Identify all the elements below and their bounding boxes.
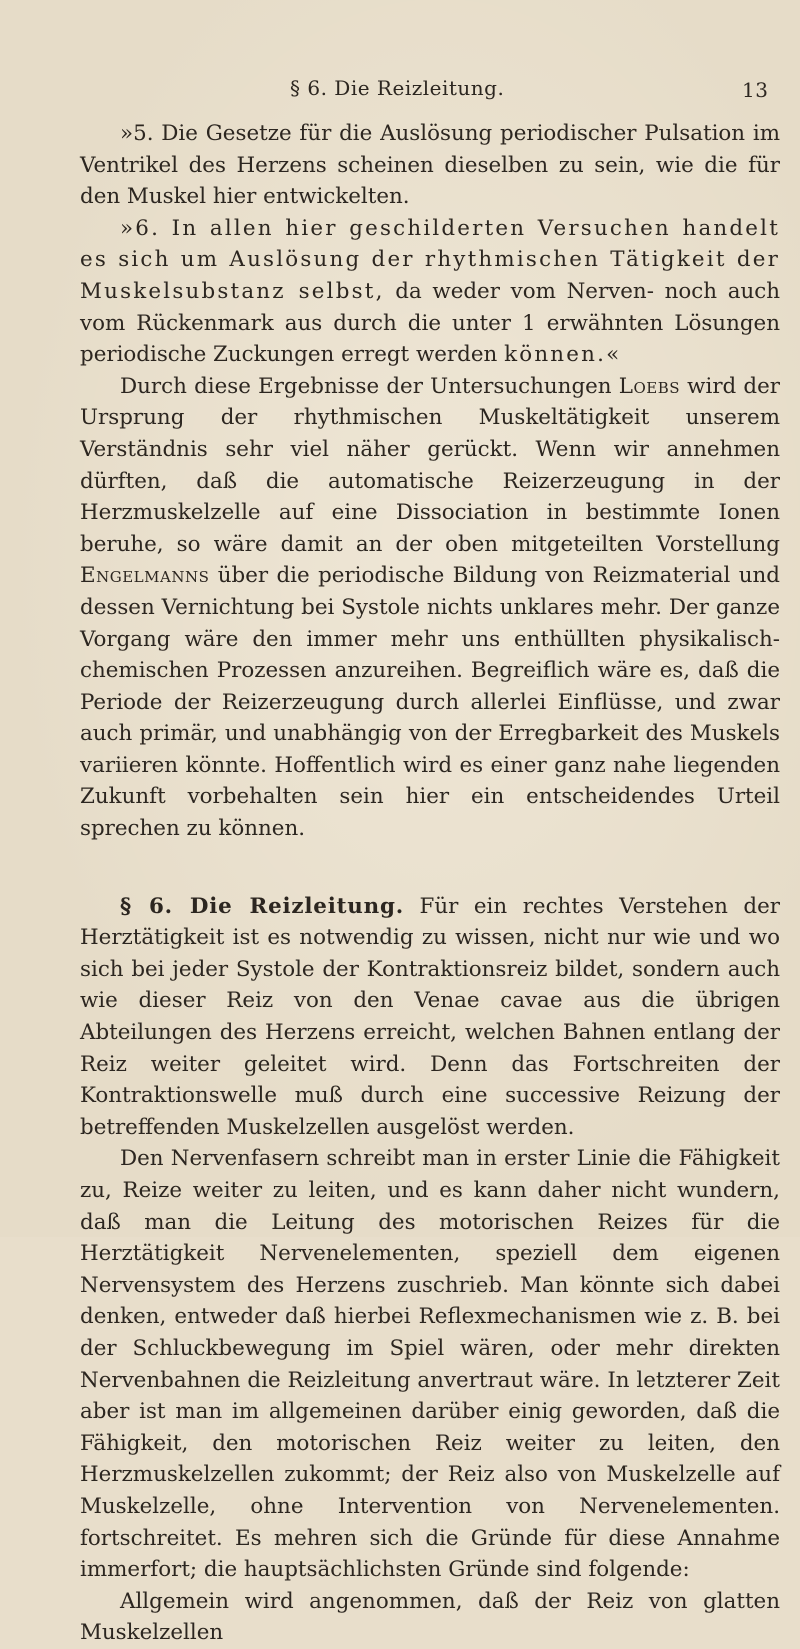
paragraph-allgemein: Allgemein wird angenommen, daß der Reiz von glatten Muskelzellen [80, 1588, 780, 1646]
paragraph-section-6 [80, 891, 780, 1144]
page-number: 13 [742, 78, 769, 102]
paragraph-text: Durch diese Ergebnisse der Untersuchungen [120, 373, 619, 399]
paragraph-text: da weder vom Nerven- noch auch vom Rückenmark aus durch die unter 1 erwähnten Lösungen periodische Zuckungen erregt werden [80, 278, 780, 368]
body-text [80, 118, 780, 1649]
author-name-engelmann: Engelmanns [80, 563, 210, 589]
paragraph-text: Für ein rechtes Verstehen der Herztätigkeit ist es notwendig zu wissen, nicht nur wie und wo sich bei jeder Systole der Kontraktionsreiz bildet, sondern auch wie dieser Reiz von den Venae cavae aus die übrigen Abteilungen des Herzens erreicht, welchen Bahnen entlang der Reiz weiter geleitet wird. Denn das Fortschreiten der Kontraktionswelle muß durch eine successive Reizung der betreffenden Muskelzellen ausgelöst werden. [80, 893, 780, 1140]
paragraph-quote-6 [80, 213, 780, 371]
paragraph-quote-5: »5. Die Gesetze für die Auslösung periodischer Pulsation im Ventrikel des Herzens scheinen dieselben zu sein, wie die für den Muskel hier entwickelten. [80, 121, 780, 210]
paragraph-text: wird der Ursprung der rhythmischen Muskeltätigkeit unserem Verständnis sehr viel näher gerückt. Wenn wir annehmen dürften, daß die automatische Reizerzeugung in der Herzmuskelzelle auf eine Dissociation in bestimmte Ionen beruhe, so wäre damit an der oben mitgeteilten Vorstellung [80, 373, 780, 557]
spaced-text-end: können.« [504, 342, 622, 368]
section-gap [80, 845, 780, 891]
running-head-title: § 6. Die Reizleitung. [290, 76, 505, 100]
spaced-text: »6. In allen hier geschilderten Versuchen handelt es sich um Auslösung der rhythmischen Tätigkeit der Muskelsubstanz selbst, [80, 215, 780, 304]
paragraph-text: über die periodische Bildung von Reizmaterial und dessen Vernichtung bei Systole nichts unklares mehr. Der ganze Vorgang wäre den immer mehr uns enthüllten physikalisch-chemischen Prozessen anzureihen. Begreiflich wäre es, daß die Periode der Reizerzeugung durch allerlei Einflüsse, und zwar auch primär, und unabhängig von der Erregbarkeit des Muskels variieren könnte. Hoffentlich wird es einer ganz nahe liegenden Zukunft vorbehalten sein hier ein entscheidendes Urteil sprechen zu können. [80, 563, 780, 842]
paragraph-nervenfasern: Den Nervenfasern schreibt man in erster Linie die Fähigkeit zu, Reize weiter zu leiten, und es kann daher nicht wundern, daß man die Leitung des motorischen Reizes für die Herztätigkeit Nervenelementen, speziell dem eigenen Nervensystem des Herzens zuschrieb. Man könnte sich dabei denken, entweder daß hierbei Reflexmechanismen wie z. B. bei der Schluckbewegung im Spiel wären, oder mehr direkten Nervenbahnen die Reizleitung anvertraut wäre. In letzterer Zeit aber ist man im allgemeinen darüber einig geworden, daß die Fähigkeit, den motorischen Reiz weiter zu leiten, den Herzmuskelzellen zukommt; der Reiz also von Muskelzelle auf Muskelzelle, ohne Intervention von Nervenelementen. fortschreitet. Es mehren sich die Gründe für diese Annahme immerfort; die hauptsächlichsten Gründe sind folgende: [80, 1146, 780, 1583]
section-heading: § 6. Die Reizleitung. [120, 893, 405, 919]
paragraph-loeb [80, 371, 780, 845]
author-name-loeb: Loebs [618, 373, 681, 399]
running-head [0, 76, 800, 106]
